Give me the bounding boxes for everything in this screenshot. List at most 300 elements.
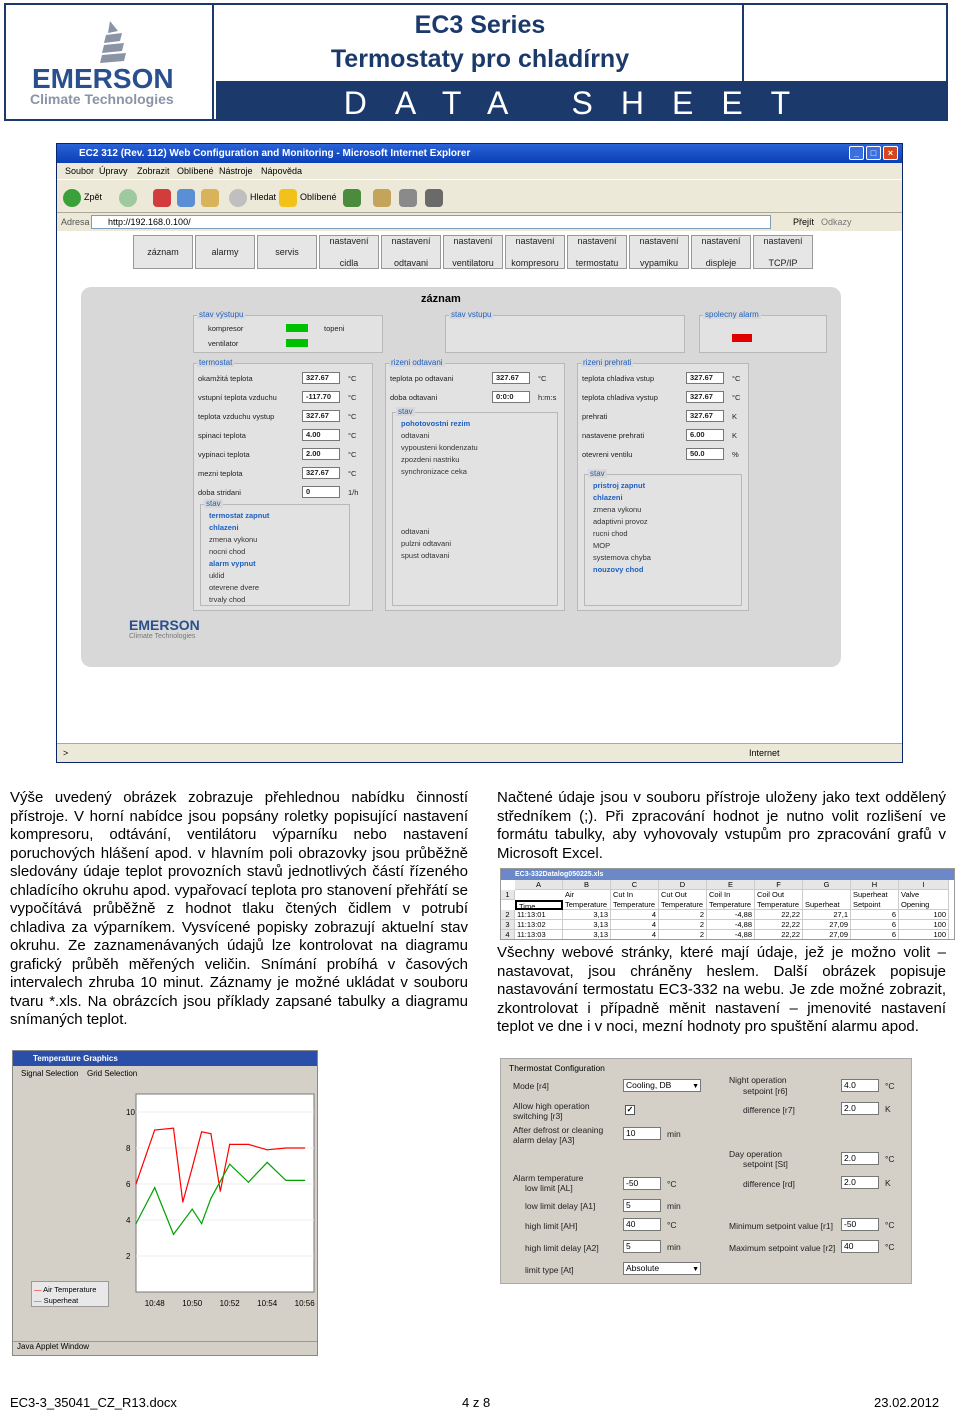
- table-cell[interactable]: 11:13:03: [515, 930, 563, 940]
- browser-statusbar: [57, 743, 902, 762]
- favorites-button[interactable]: Oblíbené: [279, 186, 337, 208]
- state-item: spust odtavani: [401, 551, 450, 560]
- field-label: spinaci teplota: [198, 431, 246, 440]
- header-cell[interactable]: Temperature: [755, 900, 803, 910]
- record-panel: [81, 287, 841, 667]
- field-value: 6.00: [686, 429, 724, 441]
- x-tick-label: 10:52: [219, 1299, 240, 1308]
- data-point: [248, 1182, 249, 1183]
- edit-button[interactable]: [425, 186, 446, 208]
- field-value: 327.67: [492, 372, 530, 384]
- column-header[interactable]: F: [755, 880, 803, 890]
- table-cell[interactable]: 2: [659, 910, 707, 920]
- datasheet-banner: [216, 81, 946, 119]
- y-tick-label: 6: [126, 1180, 131, 1189]
- field-value: 327.67: [302, 467, 340, 479]
- nav-button-line1: nastavení: [577, 235, 617, 246]
- address-input[interactable]: http://192.168.0.100/: [91, 215, 771, 229]
- field-value: 327.67: [686, 391, 724, 403]
- nav-button-line1: servis: [275, 246, 299, 257]
- state-item: rucni chod: [593, 529, 628, 538]
- x-tick-label: 10:56: [294, 1299, 315, 1308]
- min-setpoint-unit: °C: [885, 1220, 895, 1230]
- header-cell[interactable]: Valve: [899, 890, 949, 900]
- table-cell[interactable]: -4,88: [707, 910, 755, 920]
- applet-title: Temperature Graphics: [13, 1051, 317, 1066]
- field-unit: °C: [348, 393, 357, 402]
- header-cell[interactable]: Superheat: [851, 890, 899, 900]
- table-cell[interactable]: 6: [851, 910, 899, 920]
- row-header[interactable]: 2: [501, 910, 515, 920]
- input-status-legend: stav vstupu: [451, 310, 492, 319]
- day-setpoint-label: setpoint [St]: [743, 1159, 788, 1169]
- search-icon: [229, 189, 247, 207]
- y-tick-label: 8: [126, 1144, 131, 1153]
- status-text: >: [63, 748, 69, 758]
- table-cell[interactable]: 3,13: [563, 920, 611, 930]
- state-item: pristroj zapnut: [593, 481, 646, 490]
- nav-button[interactable]: [319, 235, 379, 269]
- state-item: chlazeni: [593, 493, 623, 502]
- state-item: nocni chod: [209, 547, 246, 556]
- nav-button-line1: nastavení: [391, 235, 431, 246]
- table-cell[interactable]: 4: [611, 930, 659, 940]
- output-status-box: [193, 310, 383, 353]
- left-paragraph: Výše uvedený obrázek zobrazuje přehlednou nabídku činností přístroje. V horní nabídce jsou popsány roletky popisující nastavení kompresoru, odtávání, ventilátoru výparníku nebo nastavení poruchových hlášení apod. v hlavním poli obrazovky jsou průběžně sledovány údaje teplot provozních stavů jednotlivých částí řízeného chladícího okruhu apod. vypařovací teplota pro stanovení přehřátí se vypočítává průběžně z hodnot tlaku čtených čidlem v potrubí chladiva za výparníkem. Vysvícené popisky zobrazují aktuelní stav okruhu. Ze zaznamenávaných údajů lze kontrolovat na diagramu grafický průběh měřených veličin. Snímání probíhá v časových intervalech zhruba 10 minut. Záznamy je možné ukládat v souboru tvaru *.xls. Na obrázcích jsou příklady zapsané tabulky a diagramu snímaných teplot.: [10, 789, 468, 1028]
- header-cell[interactable]: Superheat: [803, 900, 851, 910]
- alarm-legend: spolecny alarm: [705, 310, 759, 319]
- menu-nastroje[interactable]: Nástroje: [219, 166, 253, 176]
- column-header[interactable]: D: [659, 880, 707, 890]
- table-cell[interactable]: 2: [659, 930, 707, 940]
- maximize-icon[interactable]: □: [866, 146, 881, 160]
- web-page: [57, 231, 902, 743]
- field-unit: °C: [538, 374, 547, 383]
- column-header[interactable]: E: [707, 880, 755, 890]
- footer-filename: EC3-3_35041_CZ_R13.docx: [10, 1395, 177, 1410]
- browser-titlebar: [57, 144, 902, 163]
- header-cell[interactable]: Opening: [899, 900, 949, 910]
- superheat-state-legend: stav: [590, 469, 605, 478]
- compressor-indicator: [286, 324, 308, 332]
- search-button[interactable]: Hledat: [229, 186, 276, 208]
- nav-button[interactable]: [443, 235, 503, 269]
- star-icon: [279, 189, 297, 207]
- field-label: teplota vzduchu vystup: [198, 412, 275, 421]
- header-cell[interactable]: Coil Out: [755, 890, 803, 900]
- header-cell[interactable]: Cut In: [611, 890, 659, 900]
- field-unit: °C: [348, 374, 357, 383]
- nav-button-line2: vypamiku: [639, 257, 678, 268]
- app-logo-sub: Climate Technologies: [129, 633, 196, 640]
- high-limit-unit: °C: [667, 1220, 677, 1230]
- mode-label: Mode [r4]: [513, 1081, 549, 1091]
- chevron-down-icon: ▼: [692, 1266, 699, 1273]
- state-item: zmena vykonu: [209, 535, 258, 544]
- close-icon[interactable]: ×: [883, 146, 898, 160]
- field-label: mezni teplota: [198, 469, 243, 478]
- defrost-state-legend: stav: [398, 407, 413, 416]
- nav-button[interactable]: [629, 235, 689, 269]
- field-unit: °C: [348, 450, 357, 459]
- column-header[interactable]: B: [563, 880, 611, 890]
- footer-page-number: 4 z 8: [462, 1395, 491, 1410]
- nav-button-line1: nastavení: [639, 235, 679, 246]
- night-diff-unit: K: [885, 1104, 891, 1114]
- state-item: vypousteni kondenzatu: [401, 443, 478, 452]
- alarm-box: [699, 310, 827, 353]
- y-tick-label: 10: [126, 1108, 135, 1117]
- table-cell[interactable]: -4,88: [707, 920, 755, 930]
- table-cell[interactable]: 4: [611, 910, 659, 920]
- table-cell[interactable]: 6: [851, 930, 899, 940]
- home-button[interactable]: [201, 186, 222, 208]
- document-header: [4, 3, 948, 121]
- document-subtitle: Termostaty pro chladírny: [330, 45, 630, 73]
- column-header[interactable]: G: [803, 880, 851, 890]
- mail-button[interactable]: [373, 186, 394, 208]
- column-header[interactable]: I: [899, 880, 949, 890]
- field-unit: °C: [732, 374, 741, 383]
- high-delay-input[interactable]: 5: [623, 1240, 661, 1253]
- column-header[interactable]: H: [851, 880, 899, 890]
- field-value: 0: [302, 486, 340, 498]
- low-limit-label: low limit [AL]: [525, 1183, 573, 1193]
- stop-icon: [153, 189, 171, 207]
- table-cell[interactable]: -4,88: [707, 930, 755, 940]
- datasheet-banner-text: DATA SHEET: [343, 85, 819, 121]
- minimize-icon[interactable]: _: [849, 146, 864, 160]
- chevron-down-icon: ▼: [692, 1083, 699, 1090]
- column-header[interactable]: C: [611, 880, 659, 890]
- applet-status: Java Applet Window: [13, 1341, 317, 1355]
- input-status-box: [445, 310, 685, 353]
- data-point: [304, 1147, 305, 1148]
- night-label: Night operation: [729, 1075, 787, 1085]
- state-item: pohotovostni rezim: [401, 419, 471, 428]
- field-label: doba stridani: [198, 488, 241, 497]
- nav-button-line2: cidla: [339, 257, 359, 268]
- field-unit: K: [732, 431, 738, 440]
- history-button[interactable]: [343, 186, 364, 208]
- row-header[interactable]: 3: [501, 920, 515, 930]
- defrost-box: [385, 358, 565, 611]
- app-footer-logo: [129, 617, 200, 640]
- night-diff-input[interactable]: 2.0: [841, 1102, 879, 1115]
- nav-button-line1: nastavení: [329, 235, 369, 246]
- table-cell[interactable]: 22,22: [755, 930, 803, 940]
- max-setpoint-input[interactable]: 40: [841, 1240, 879, 1253]
- back-arrow-icon: [63, 189, 81, 207]
- header-cell[interactable]: Coil In: [707, 890, 755, 900]
- after-defrost-unit: min: [667, 1129, 681, 1139]
- grid-selection-menu[interactable]: Grid Selection: [87, 1069, 138, 1078]
- data-point: [173, 1128, 174, 1129]
- superheat-state-box: [584, 469, 742, 606]
- low-delay-input[interactable]: 5: [623, 1199, 661, 1212]
- data-point: [135, 1223, 136, 1224]
- data-point: [135, 1183, 136, 1184]
- menu-oblibene[interactable]: Oblíbené: [177, 166, 214, 176]
- data-point: [201, 1223, 202, 1224]
- high-switch-label: Allow high operation switching [r3]: [513, 1101, 590, 1121]
- field-label: prehrati: [582, 412, 608, 421]
- go-button[interactable]: Přejít: [793, 217, 815, 227]
- table-cell[interactable]: 3,13: [563, 930, 611, 940]
- limit-type-label: limit type [At]: [525, 1265, 574, 1275]
- data-point: [304, 1180, 305, 1181]
- thermostat-box: [193, 358, 373, 611]
- menu-napoveda[interactable]: Nápověda: [261, 166, 303, 176]
- mail-icon: [373, 189, 391, 207]
- min-setpoint-input[interactable]: -50: [841, 1218, 879, 1231]
- data-point: [154, 1187, 155, 1188]
- column-header[interactable]: A: [515, 880, 563, 890]
- high-limit-input[interactable]: 40: [623, 1218, 661, 1231]
- table-cell[interactable]: 100: [899, 910, 949, 920]
- data-point: [154, 1129, 155, 1130]
- field-unit: %: [732, 450, 739, 459]
- address-label: Adresa: [61, 217, 90, 227]
- compressor-label: kompresor: [208, 324, 244, 333]
- night-setpoint-unit: °C: [885, 1081, 895, 1091]
- data-point: [192, 1209, 193, 1210]
- refresh-button[interactable]: [177, 186, 198, 208]
- state-item: odtavani: [401, 527, 430, 536]
- max-setpoint-label: Maximum setpoint value [r2]: [729, 1243, 836, 1253]
- data-point: [201, 1131, 202, 1132]
- y-tick-label: 4: [126, 1216, 131, 1225]
- menu-upravy[interactable]: Úpravy: [99, 166, 128, 176]
- nav-button-line2: odtavani: [393, 257, 429, 268]
- day-diff-label: difference [rd]: [743, 1179, 795, 1189]
- nav-button[interactable]: [753, 235, 813, 269]
- table-cell[interactable]: 3,13: [563, 910, 611, 920]
- logo-box: [6, 5, 214, 119]
- window-title: EC2 312 (Rev. 112) Web Configuration and Monitoring - Microsoft Internet Explorer: [79, 148, 471, 159]
- x-tick-label: 10:54: [257, 1299, 278, 1308]
- data-point: [192, 1167, 193, 1168]
- header-cell[interactable]: Temperature: [611, 900, 659, 910]
- state-item: odtavani: [401, 431, 430, 440]
- high-delay-label: high limit delay [A2]: [525, 1243, 599, 1253]
- state-item: zmena vykonu: [593, 505, 642, 514]
- table-cell[interactable]: 6: [851, 920, 899, 930]
- emerson-logo-icon: [96, 19, 130, 69]
- table-cell[interactable]: 2: [659, 920, 707, 930]
- address-bar: [57, 213, 902, 231]
- nav-button[interactable]: [505, 235, 565, 269]
- table-cell[interactable]: 27,09: [803, 930, 851, 940]
- nav-button[interactable]: [257, 235, 317, 269]
- header-cell[interactable]: Air: [563, 890, 611, 900]
- day-label: Day operation: [729, 1149, 782, 1159]
- alarm-indicator: [732, 334, 752, 342]
- table-cell[interactable]: 11:13:02: [515, 920, 563, 930]
- state-item: otevrene dvere: [209, 583, 260, 592]
- field-unit: °C: [348, 469, 357, 478]
- refresh-icon: [177, 189, 195, 207]
- right-paragraph-2: Všechny webové stránky, které mají údaje, jež je možno volit – nastavovat, jsou chráněny heslem. Další obrázek popisuje nastavování termostatu EC3-332 na webu. Je zde možné zobrazit, zkontrolovat i případně měnit nastavení – jmenovité nastavení teplot ve dne i v noci, mezní hodnoty pro spuštění alarmu apod.: [497, 944, 946, 1035]
- data-point: [173, 1234, 174, 1235]
- header-cell[interactable]: Temperature: [659, 900, 707, 910]
- nav-button-line1: nastavení: [515, 235, 555, 246]
- links-label[interactable]: Odkazy: [821, 217, 852, 227]
- superheat-box: [577, 358, 749, 611]
- table-cell[interactable]: 22,22: [755, 910, 803, 920]
- table-cell[interactable]: 11:13:01: [515, 910, 563, 920]
- forward-arrow-icon: [119, 189, 137, 207]
- row-header[interactable]: 1: [501, 890, 515, 900]
- home-icon: [201, 189, 219, 207]
- data-point: [285, 1147, 286, 1148]
- app-logo-word: EMERSON: [129, 617, 200, 633]
- state-item: MOP: [593, 541, 611, 550]
- series-title: EC3 Series: [414, 11, 546, 39]
- stop-button[interactable]: [153, 186, 174, 208]
- field-value: 2.00: [302, 448, 340, 460]
- footer-date: 23.02.2012: [874, 1395, 940, 1410]
- table-cell[interactable]: 27,1: [803, 910, 851, 920]
- header-cell[interactable]: Temperature: [563, 900, 611, 910]
- data-point: [285, 1180, 286, 1181]
- mode-select[interactable]: Cooling, DB ▼: [623, 1079, 701, 1092]
- legend-air-temperature: — Air Temperature: [34, 1285, 97, 1294]
- row-header[interactable]: 4: [501, 930, 515, 940]
- header-cell[interactable]: Time: [515, 900, 563, 910]
- state-item: zpozdeni nastriku: [401, 455, 460, 464]
- menu-soubor[interactable]: Soubor: [65, 166, 95, 176]
- day-diff-input[interactable]: 2.0: [841, 1176, 879, 1189]
- browser-menubar: [57, 163, 902, 179]
- thermostat-configuration: [500, 1058, 912, 1284]
- logo-subtitle: Climate Technologies: [30, 91, 174, 107]
- header-cell[interactable]: [803, 890, 851, 900]
- tconf-title: Thermostat Configuration: [509, 1063, 605, 1073]
- nav-button-line1: nastavení: [453, 235, 493, 246]
- nav-button-line1: nastavení: [763, 235, 803, 246]
- table-cell[interactable]: 4: [611, 920, 659, 930]
- forward-button[interactable]: [119, 186, 140, 208]
- field-label: okamžitá teplota: [198, 374, 253, 383]
- table-cell[interactable]: 100: [899, 920, 949, 930]
- fan-indicator: [286, 339, 308, 347]
- field-value: 327.67: [302, 372, 340, 384]
- thermostat-legend: termostat: [199, 358, 233, 367]
- nav-button[interactable]: [567, 235, 627, 269]
- nav-button[interactable]: [381, 235, 441, 269]
- signal-selection-menu[interactable]: Signal Selection: [21, 1069, 79, 1078]
- data-point: [248, 1144, 249, 1145]
- field-label: teplota chladiva vstup: [582, 374, 655, 383]
- header-cell[interactable]: Setpoint: [851, 900, 899, 910]
- state-item: systemova chyba: [593, 553, 651, 562]
- nav-button-line1: nastavení: [701, 235, 741, 246]
- night-setpoint-label: setpoint [r6]: [743, 1086, 788, 1096]
- max-setpoint-unit: °C: [885, 1242, 895, 1252]
- print-button[interactable]: [399, 186, 420, 208]
- header-cell[interactable]: Temperature: [707, 900, 755, 910]
- after-defrost-label: After defrost or cleaning alarm delay [A3]: [513, 1125, 604, 1145]
- table-cell[interactable]: 27,09: [803, 920, 851, 930]
- temperature-chart: [124, 1088, 318, 1310]
- back-button[interactable]: Zpět: [63, 186, 102, 208]
- field-value: 327.67: [686, 410, 724, 422]
- data-point: [182, 1201, 183, 1202]
- field-label: vstupní teplota vzduchu: [198, 393, 277, 402]
- nav-button[interactable]: [133, 235, 193, 269]
- field-value: 0:0:0: [492, 391, 530, 403]
- menu-zobrazit[interactable]: Zobrazit: [137, 166, 170, 176]
- nav-button-line2: kompresoru: [511, 257, 559, 268]
- low-delay-label: low limit delay [A1]: [525, 1201, 596, 1211]
- zone-text: Internet: [749, 748, 780, 758]
- thermostat-state-box: [200, 499, 350, 606]
- header-cell[interactable]: Cut Out: [659, 890, 707, 900]
- state-item: uklid: [209, 571, 225, 580]
- title-box: [216, 5, 744, 81]
- low-limit-input[interactable]: -50: [623, 1177, 661, 1190]
- field-value: 50.0: [686, 448, 724, 460]
- field-label: doba odtavani: [390, 393, 438, 402]
- state-item: chlazeni: [209, 523, 239, 532]
- data-point: [229, 1144, 230, 1145]
- legend-superheat: — Superheat: [34, 1296, 79, 1305]
- field-label: teplota chladiva vystup: [582, 393, 658, 402]
- nav-button-line2: displeje: [705, 257, 737, 268]
- print-icon: [399, 189, 417, 207]
- applet-menubar: [13, 1066, 317, 1082]
- data-point: [267, 1149, 268, 1150]
- table-cell[interactable]: 100: [899, 930, 949, 940]
- output-status-legend: stav výstupu: [199, 310, 244, 319]
- nav-button-line2: TCP/IP: [768, 257, 798, 268]
- table-cell[interactable]: 22,22: [755, 920, 803, 930]
- min-setpoint-label: Minimum setpoint value [r1]: [729, 1221, 833, 1231]
- defrost-state-box: [392, 407, 558, 606]
- nav-button[interactable]: [195, 235, 255, 269]
- data-point: [210, 1198, 211, 1199]
- field-label: vypinaci teplota: [198, 450, 250, 459]
- data-point: [267, 1162, 268, 1163]
- alarm-temp-label: Alarm temperature: [513, 1173, 584, 1183]
- field-label: teplota po odtavani: [390, 374, 454, 383]
- high-switch-checkbox[interactable]: ✓: [626, 1105, 634, 1114]
- logo-wordmark: EMERSON: [32, 63, 174, 94]
- heating-label: topeni: [324, 324, 345, 333]
- night-diff-label: difference [r7]: [743, 1105, 795, 1115]
- panel-heading: záznam: [421, 293, 461, 305]
- after-defrost-input[interactable]: 10: [623, 1127, 661, 1140]
- high-delay-unit: min: [667, 1242, 681, 1252]
- history-icon: [343, 189, 361, 207]
- superheat-legend: rizeni prehrati: [583, 358, 632, 367]
- high-limit-label: high limit [AH]: [525, 1221, 578, 1231]
- field-value: 4.00: [302, 429, 340, 441]
- data-point: [229, 1164, 230, 1165]
- field-unit: h:m:s: [538, 393, 557, 402]
- day-setpoint-input[interactable]: 2.0: [841, 1152, 879, 1165]
- browser-toolbar: [57, 179, 902, 213]
- state-item: synchronizace cekа: [401, 467, 467, 476]
- night-setpoint-input[interactable]: 4.0: [841, 1079, 879, 1092]
- x-tick-label: 10:50: [182, 1299, 203, 1308]
- field-value: 327.67: [686, 372, 724, 384]
- plot-area: [136, 1094, 314, 1292]
- nav-button[interactable]: [691, 235, 751, 269]
- state-item: termostat zapnut: [209, 511, 270, 520]
- limit-type-select[interactable]: Absolute ▼: [623, 1262, 701, 1275]
